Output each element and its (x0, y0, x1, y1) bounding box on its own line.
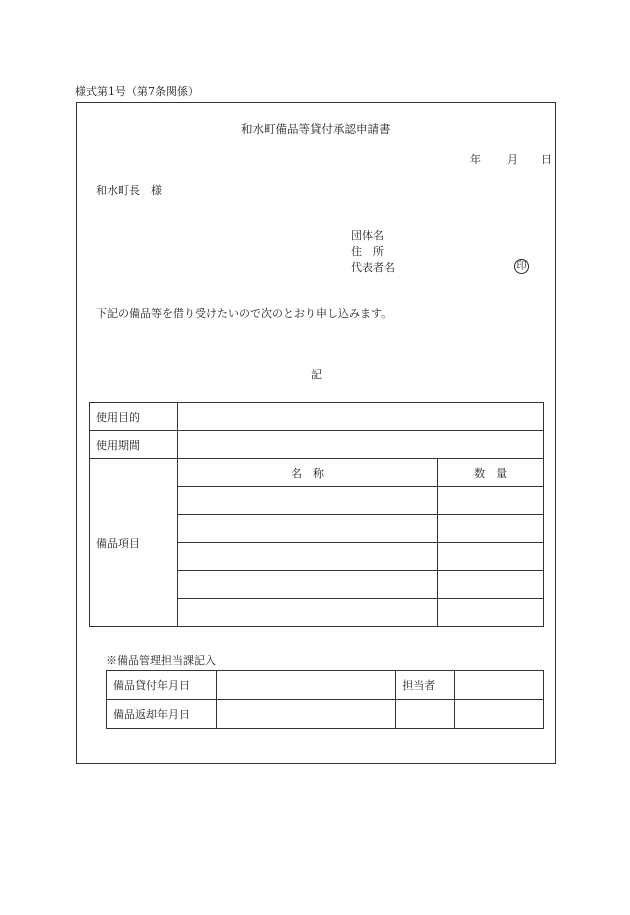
staff-field[interactable] (455, 671, 544, 700)
staff-signature-field[interactable] (455, 700, 544, 729)
item-name-cell[interactable] (177, 543, 437, 571)
item-quantity-cell[interactable] (438, 571, 544, 599)
items-label: 備品項目 (90, 459, 178, 627)
return-date-label: 備品返却年月日 (107, 700, 217, 729)
item-name-cell[interactable] (177, 599, 437, 627)
staff-label: 担当者 (396, 671, 455, 700)
date-day-label: 日 (541, 153, 552, 166)
staff-empty-cell[interactable] (396, 700, 455, 729)
period-label: 使用期間 (90, 431, 178, 459)
record-heading: 記 (311, 368, 322, 381)
quantity-header: 数 量 (438, 459, 544, 487)
purpose-label: 使用目的 (90, 403, 178, 431)
organization-label: 団体名 (351, 229, 384, 242)
item-name-cell[interactable] (177, 571, 437, 599)
main-table (89, 402, 544, 627)
period-field[interactable] (177, 431, 543, 459)
representative-label: 代表者名 (351, 261, 395, 274)
addressee: 和水町長 様 (96, 184, 162, 197)
seal-mark: 印 (514, 259, 529, 274)
date-year-label: 年 (470, 153, 481, 166)
admin-table (106, 670, 544, 729)
loan-date-field[interactable] (216, 671, 396, 700)
item-quantity-cell[interactable] (438, 515, 544, 543)
return-date-field[interactable] (216, 700, 396, 729)
form-number: 様式第1号（第7条関係） (75, 85, 199, 98)
item-name-cell[interactable] (177, 487, 437, 515)
item-quantity-cell[interactable] (438, 599, 544, 627)
purpose-field[interactable] (177, 403, 543, 431)
item-quantity-cell[interactable] (438, 543, 544, 571)
item-name-cell[interactable] (177, 515, 437, 543)
admin-note: ※備品管理担当課記入 (106, 654, 216, 667)
application-statement: 下記の備品等を借り受けたいので次のとおり申し込みます。 (96, 307, 393, 320)
loan-date-label: 備品貸付年月日 (107, 671, 217, 700)
item-quantity-cell[interactable] (438, 487, 544, 515)
name-header: 名 称 (177, 459, 437, 487)
date-month-label: 月 (507, 153, 518, 166)
form-title: 和水町備品等貸付承認申請書 (241, 122, 391, 136)
address-label: 住 所 (351, 245, 384, 258)
